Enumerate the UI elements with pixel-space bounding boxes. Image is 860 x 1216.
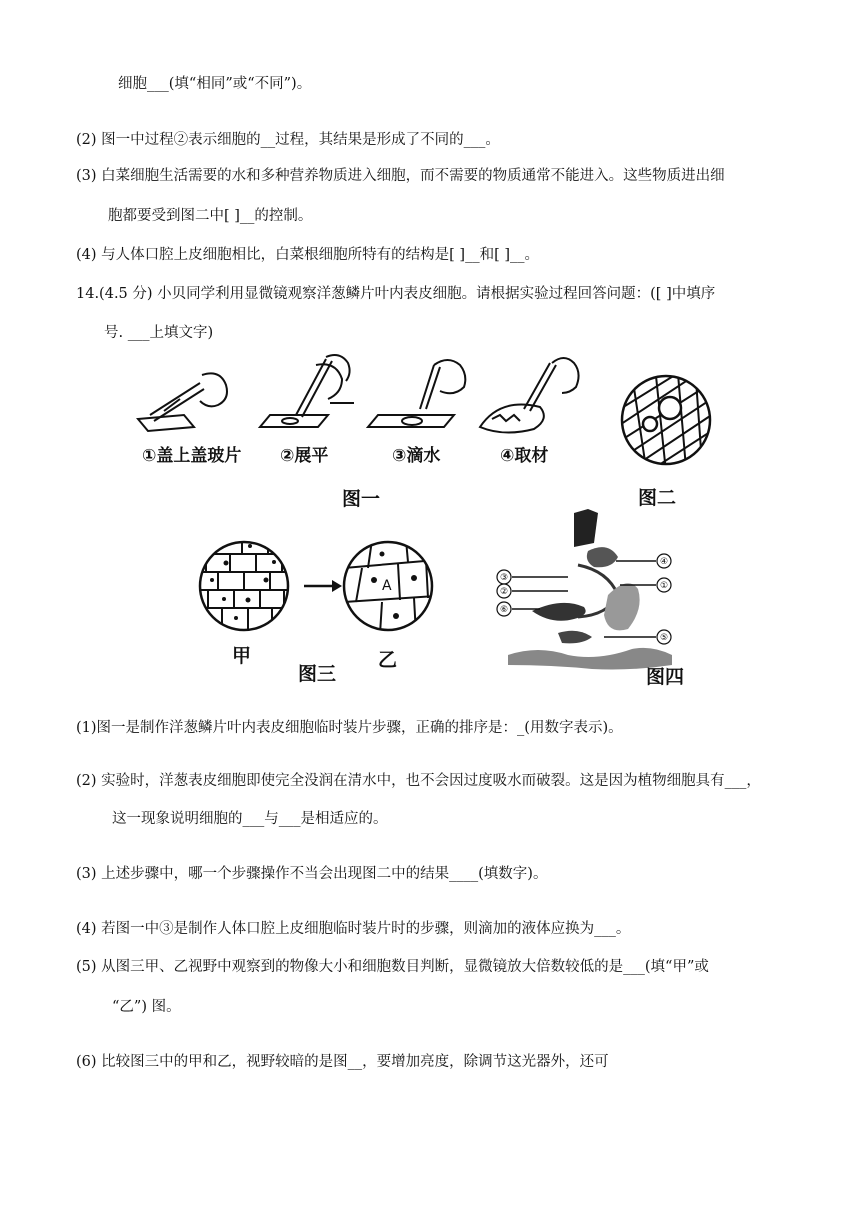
- step4-illustration: [480, 358, 579, 433]
- step3-label: ③滴水: [392, 446, 441, 466]
- figure4-mark-5: ⑤: [659, 633, 669, 643]
- step2-illustration: [260, 355, 350, 427]
- figure4-mark-4-top: ④: [659, 557, 669, 567]
- figure3-caption: 图三: [298, 663, 337, 685]
- figure4-mark-6: ⑥: [499, 605, 509, 615]
- figure-3: [196, 530, 466, 690]
- question-4: (4) 若图一中③是制作人体口腔上皮细胞临时装片时的步骤，则滴加的液体应换为___。: [76, 921, 631, 937]
- figure-1-steps: [120, 345, 610, 515]
- q14-stem-line1: 14.(4.5 分) 小贝同学利用显微镜观察洋葱鳞片叶内表皮细胞。请根据实验过程回答问题：([ ]中填序: [76, 286, 716, 302]
- figure3-right-label: 乙: [378, 649, 398, 671]
- question-2-line1: (2) 实验时，洋葱表皮细胞即使完全没润在清水中，也不会因过度吸水而破裂。这是因为植物细胞具有___，: [76, 773, 761, 789]
- q13-continuation: 细胞___(填“相同”或“不同”)。: [118, 76, 312, 92]
- figure3-cell-mark: A: [382, 578, 392, 594]
- figure-2: [616, 368, 716, 518]
- step1-illustration: [138, 373, 227, 431]
- q13-part4: (4) 与人体口腔上皮细胞相比，白菜根细胞所特有的结构是[ ]__和[ ]__。: [76, 247, 539, 263]
- figure-4: [488, 505, 728, 690]
- figure4-mark-1: ①: [659, 581, 669, 591]
- figure3-left-label: 甲: [232, 645, 252, 667]
- question-5-line1: (5) 从图三甲、乙视野中观察到的物像大小和细胞数目判断，显微镜放大倍数较低的是___(填“甲”或: [76, 959, 709, 975]
- figure1-caption: 图一: [342, 488, 381, 510]
- q13-part3-line1: (3) 白菜细胞生活需要的水和多种营养物质进入细胞，而不需要的物质通常不能进入。这些物质进出细: [76, 168, 725, 184]
- figure4-caption: 图四: [646, 666, 685, 688]
- question-2-line2: 这一现象说明细胞的___与___是相适应的。: [112, 811, 388, 827]
- figure2-caption: 图二: [638, 487, 677, 509]
- step1-label: ①盖上盖玻片: [142, 446, 242, 466]
- question-5-line2: “乙”) 图。: [112, 999, 181, 1015]
- q14-stem-line2: 号. ___上填文字): [104, 325, 214, 341]
- question-1: (1)图一是制作洋葱鳞片叶内表皮细胞临时装片步骤，正确的排序是：_(用数字表示)。: [76, 720, 623, 736]
- question-6: (6) 比较图三中的甲和乙，视野较暗的是图__，要增加亮度，除调节这光器外，还可: [76, 1054, 609, 1070]
- q13-part3-line2: 胞都要受到图二中[ ]__的控制。: [108, 208, 313, 224]
- figure4-mark-2: ②: [499, 587, 509, 597]
- q13-part2: (2) 图一中过程②表示细胞的__过程，其结果是形成了不同的___。: [76, 132, 500, 148]
- step4-label: ④取材: [500, 446, 549, 466]
- question-3: (3) 上述步骤中，哪一个步骤操作不当会出现图二中的结果____(填数字)。: [76, 866, 548, 882]
- figure4-mark-3: ③: [499, 573, 509, 583]
- step2-label: ②展平: [280, 446, 329, 466]
